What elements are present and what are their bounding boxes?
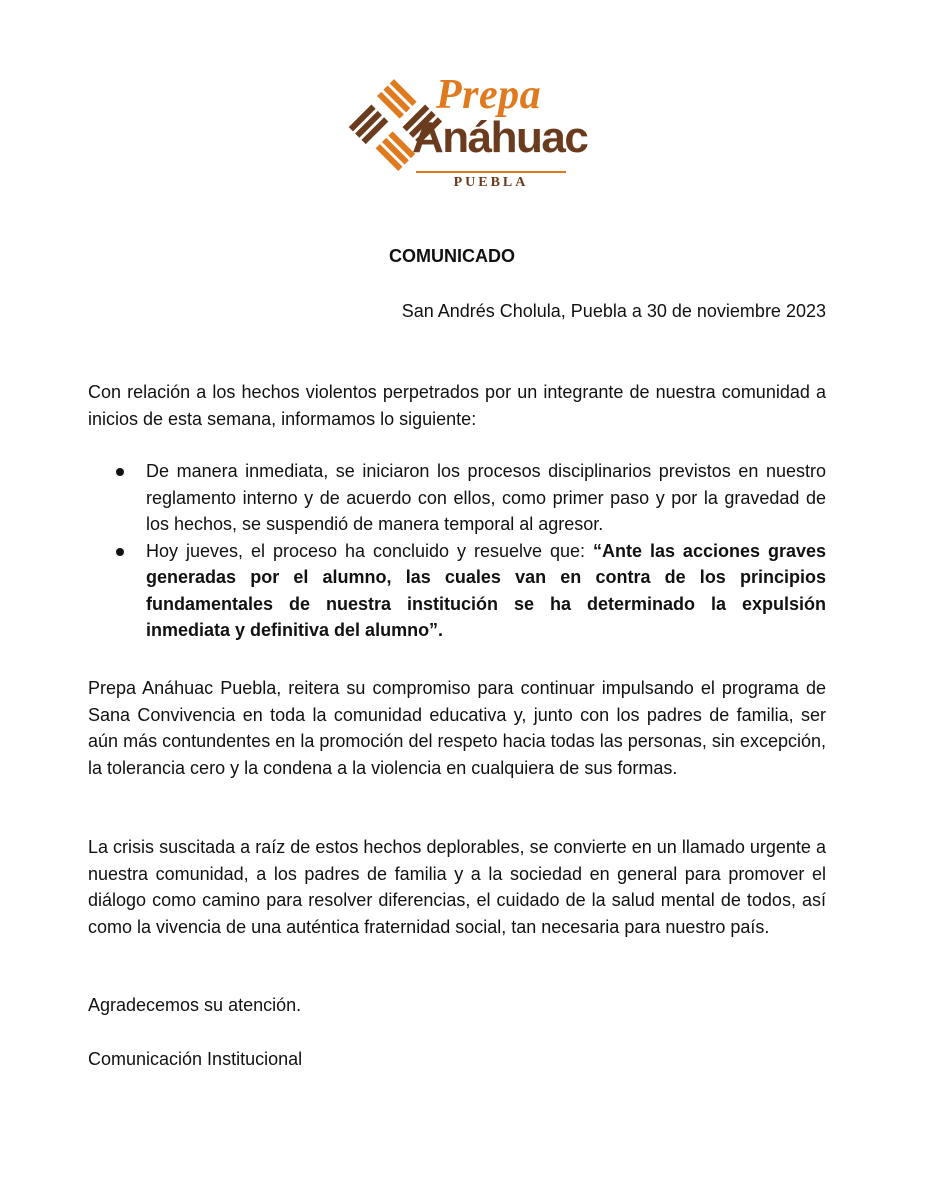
bullet-icon: [116, 468, 124, 476]
bullet-item: [88, 458, 826, 538]
prepa-anahuac-logo: [342, 72, 588, 194]
bullet-list: [88, 458, 826, 644]
logo-wordmark-prepa: Prepa: [436, 72, 542, 118]
closing-line: Agradecemos su atención.: [88, 995, 302, 1015]
logo-divider: [416, 171, 566, 173]
intro-paragraph: Con relación a los hechos violentos perpetrados por un integrante de nuestra comunidad a inicios de esta semana, informamos lo siguiente:: [88, 382, 826, 429]
bullet-bold-quote: “Ante las acciones graves generadas por el alumno, las cuales van en contra de los principios fundamentales de nuestra institución se ha determinado la expulsión inmediata y definitiva del alumno”.: [146, 540, 826, 640]
crisis-paragraph: La crisis suscitada a raíz de estos hechos deplorables, se convierte en un llamado urgente a nuestra comunidad, a los padres de familia y a la sociedad en general para promover el diálogo como camino para resolver diferencias, el cuidado de la salud mental de todos, así como la vivencia de una auténtica fraternidad social, tan necesaria para nuestro país.: [88, 837, 826, 937]
bullet-text: Hoy jueves, el proceso ha concluido y resuelve que:: [146, 540, 593, 561]
dateline: San Andrés Cholula, Puebla a 30 de noviembre 2023: [401, 301, 826, 321]
logo-wordmark-anahuac: Anáhuac: [412, 113, 588, 162]
document-title: COMUNICADO: [389, 246, 515, 266]
signature: Comunicación Institucional: [88, 1049, 303, 1069]
commitment-paragraph: Prepa Anáhuac Puebla, reitera su compromiso para continuar impulsando el programa de Sana Convivencia en toda la comunidad educativa y, junto con los padres de familia, ser aún más contundentes en la promoción del respeto hacia todas las personas, sin excepción, la tolerancia cero y la condena a la violencia en cualquiera de sus formas.: [88, 678, 826, 778]
logo-wordmark-puebla: PUEBLA: [453, 175, 529, 190]
bullet-text: De manera inmediata, se iniciaron los procesos disciplinarios previstos en nuestro reglamento interno y de acuerdo con ellos, como primer paso y por la gravedad de los hechos, se suspendió de manera temporal al agresor.: [146, 461, 826, 534]
bullet-icon: [116, 548, 124, 556]
bullet-item: [88, 538, 826, 644]
